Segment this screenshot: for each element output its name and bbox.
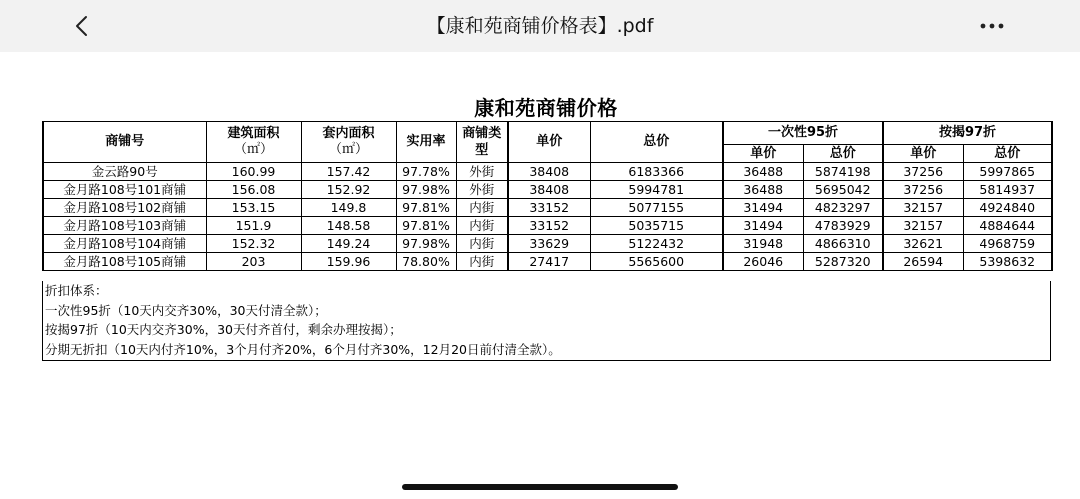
cell-inner-area: 152.92	[301, 181, 396, 199]
header-build-area-label: 建筑面积	[227, 126, 280, 141]
header-inner-area	[301, 122, 396, 163]
cell-inner-area: 148.58	[301, 217, 396, 235]
back-button[interactable]	[64, 8, 100, 44]
header-build-area	[206, 122, 301, 163]
cell-shop-no: 金月路108号104商铺	[43, 235, 206, 253]
top-bar	[0, 0, 1080, 52]
table-row	[43, 235, 1052, 253]
document-title-bar: 【康和苑商铺价格表】.pdf	[426, 15, 654, 37]
cell-shop-no: 金云路90号	[43, 163, 206, 181]
cell-unit-price: 38408	[508, 163, 590, 181]
cell-total-price: 5994781	[590, 181, 723, 199]
cell-inner-area: 149.24	[301, 235, 396, 253]
cell-usage-rate: 97.98%	[396, 181, 456, 199]
cell-build-area: 156.08	[206, 181, 301, 199]
cell-mortgage-total-price: 5814937	[963, 181, 1052, 199]
table-row	[43, 163, 1052, 181]
cell-mortgage-total-price: 4968759	[963, 235, 1052, 253]
cell-one-time-unit-price: 31494	[723, 217, 803, 235]
header-unit-price: 单价	[508, 122, 590, 163]
cell-mortgage-unit-price: 32621	[883, 235, 963, 253]
cell-shop-no: 金月路108号105商铺	[43, 253, 206, 271]
cell-build-area: 151.9	[206, 217, 301, 235]
note-mortgage: 按揭97折（10天内交齐30%，30天付齐首付，剩余办理按揭）；	[45, 322, 402, 337]
cell-shop-no: 金月路108号101商铺	[43, 181, 206, 199]
header-usage-rate: 实用率	[396, 122, 456, 163]
cell-total-price: 5035715	[590, 217, 723, 235]
cell-build-area: 203	[206, 253, 301, 271]
cell-shop-type: 内街	[456, 199, 508, 217]
note-installment: 分期无折扣（10天内付齐10%，3个月付齐20%，6个月付齐30%，12月20日前付清全款）。	[45, 341, 561, 357]
cell-shop-type: 内街	[456, 253, 508, 271]
table-row	[43, 217, 1052, 235]
home-indicator[interactable]	[402, 484, 678, 490]
discount-notes	[42, 281, 1051, 361]
header-total-price: 总价	[590, 122, 723, 163]
cell-shop-type: 内街	[456, 217, 508, 235]
cell-unit-price: 33152	[508, 217, 590, 235]
cell-unit-price: 27417	[508, 253, 590, 271]
note-one-time: 一次性95折（10天内交齐30%，30天付清全款）；	[45, 302, 327, 318]
document-heading: 康和苑商铺价格	[474, 96, 618, 120]
cell-total-price: 5077155	[590, 199, 723, 217]
cell-one-time-total-price: 5287320	[803, 253, 883, 271]
header-one-time-discount: 一次性95折	[723, 122, 883, 145]
more-horizontal-icon	[980, 22, 1004, 30]
cell-one-time-unit-price: 31948	[723, 235, 803, 253]
header-inner-area-unit: （㎡）	[328, 142, 368, 157]
chevron-left-icon	[74, 14, 90, 38]
price-table	[42, 121, 1053, 271]
header-shop-no: 商铺号	[43, 122, 206, 163]
cell-shop-no: 金月路108号103商铺	[43, 217, 206, 235]
table-row	[43, 181, 1052, 199]
cell-mortgage-unit-price: 37256	[883, 181, 963, 199]
price-table-body	[43, 163, 1052, 271]
cell-one-time-unit-price: 36488	[723, 163, 803, 181]
table-row	[43, 199, 1052, 217]
cell-shop-type: 外街	[456, 163, 508, 181]
cell-mortgage-total-price: 5398632	[963, 253, 1052, 271]
notes-title: 折扣体系：	[45, 283, 108, 298]
more-button[interactable]	[972, 8, 1012, 44]
header-mortgage-total-price: 总价	[963, 145, 1052, 163]
cell-total-price: 6183366	[590, 163, 723, 181]
cell-unit-price: 38408	[508, 181, 590, 199]
cell-unit-price: 33629	[508, 235, 590, 253]
header-one-time-unit-price: 单价	[723, 145, 803, 163]
cell-build-area: 160.99	[206, 163, 301, 181]
cell-shop-type: 外街	[456, 181, 508, 199]
cell-mortgage-total-price: 4924840	[963, 199, 1052, 217]
cell-mortgage-unit-price: 26594	[883, 253, 963, 271]
cell-one-time-unit-price: 31494	[723, 199, 803, 217]
header-mortgage-unit-price: 单价	[883, 145, 963, 163]
cell-total-price: 5565600	[590, 253, 723, 271]
header-build-area-unit: （㎡）	[233, 142, 273, 157]
header-inner-area-label: 套内面积	[322, 126, 375, 141]
cell-mortgage-unit-price: 37256	[883, 163, 963, 181]
header-shop-type	[456, 122, 508, 163]
cell-mortgage-unit-price: 32157	[883, 217, 963, 235]
cell-usage-rate: 97.78%	[396, 163, 456, 181]
cell-shop-type: 内街	[456, 235, 508, 253]
cell-one-time-total-price: 5874198	[803, 163, 883, 181]
cell-one-time-total-price: 4823297	[803, 199, 883, 217]
cell-inner-area: 149.8	[301, 199, 396, 217]
header-one-time-total-price: 总价	[803, 145, 883, 163]
cell-mortgage-unit-price: 32157	[883, 199, 963, 217]
cell-one-time-unit-price: 26046	[723, 253, 803, 271]
cell-inner-area: 159.96	[301, 253, 396, 271]
cell-usage-rate: 97.81%	[396, 199, 456, 217]
cell-mortgage-total-price: 4884644	[963, 217, 1052, 235]
cell-usage-rate: 97.98%	[396, 235, 456, 253]
cell-one-time-unit-price: 36488	[723, 181, 803, 199]
cell-one-time-total-price: 4783929	[803, 217, 883, 235]
cell-build-area: 152.32	[206, 235, 301, 253]
cell-shop-no: 金月路108号102商铺	[43, 199, 206, 217]
cell-one-time-total-price: 5695042	[803, 181, 883, 199]
cell-unit-price: 33152	[508, 199, 590, 217]
cell-usage-rate: 97.81%	[396, 217, 456, 235]
header-shop-type-label: 商铺类型	[462, 126, 502, 158]
table-row	[43, 253, 1052, 271]
cell-total-price: 5122432	[590, 235, 723, 253]
cell-usage-rate: 78.80%	[396, 253, 456, 271]
cell-one-time-total-price: 4866310	[803, 235, 883, 253]
cell-mortgage-total-price: 5997865	[963, 163, 1052, 181]
cell-build-area: 153.15	[206, 199, 301, 217]
header-mortgage-discount: 按揭97折	[883, 122, 1052, 145]
cell-inner-area: 157.42	[301, 163, 396, 181]
